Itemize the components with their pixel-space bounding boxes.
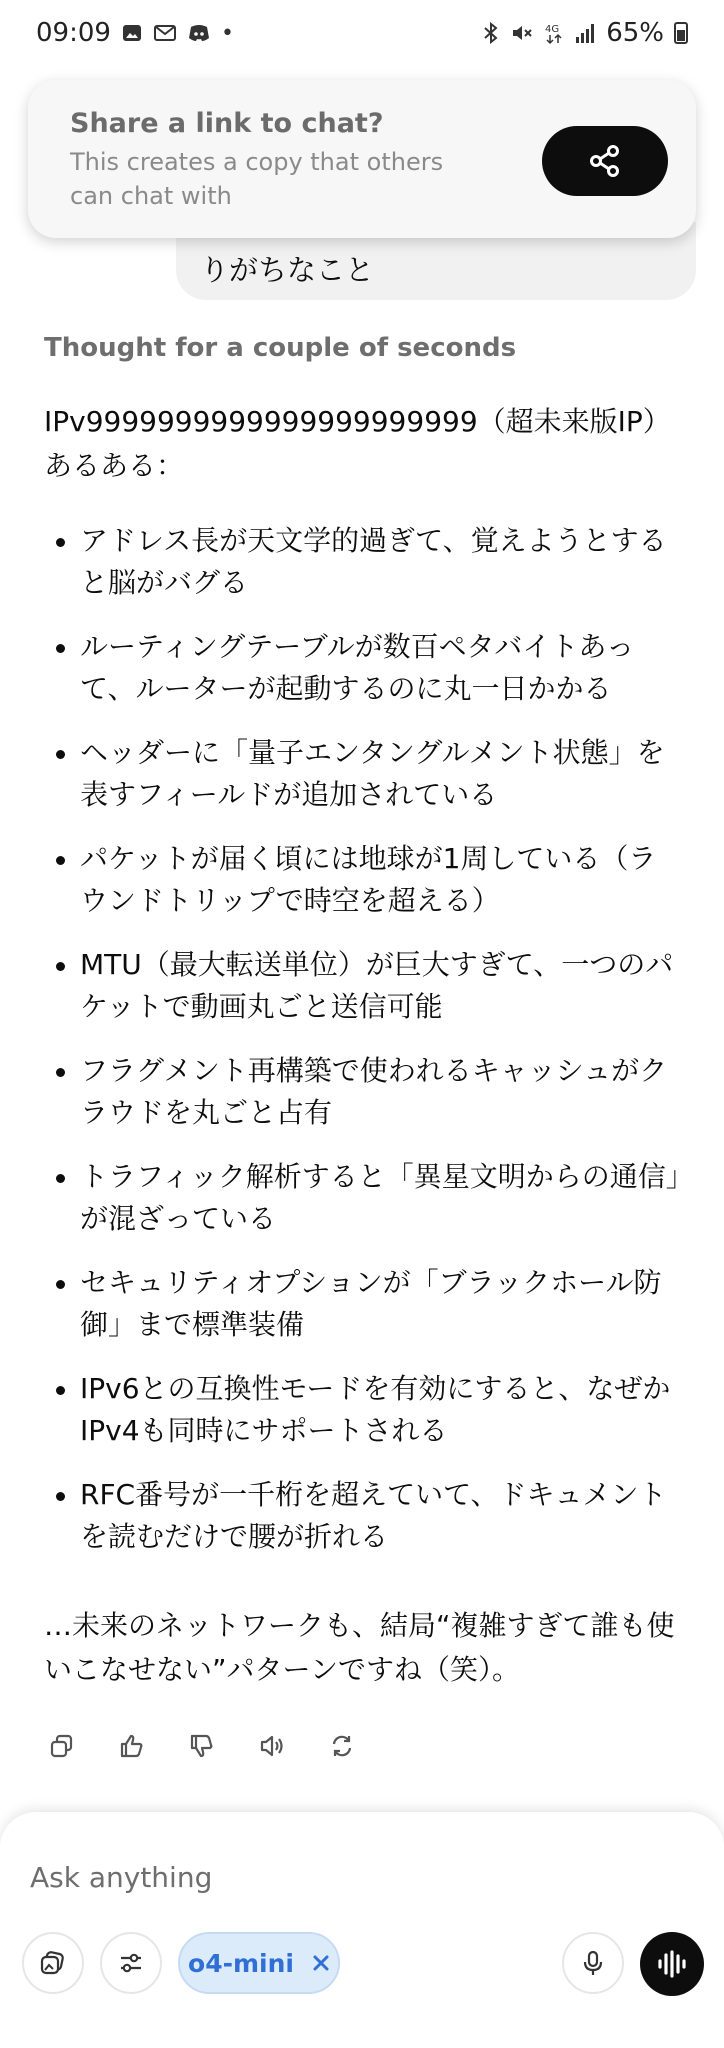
user-message-text: りがちなこと xyxy=(200,253,375,287)
copy-button[interactable] xyxy=(44,1728,80,1764)
tools-button[interactable] xyxy=(100,1932,162,1994)
status-bar xyxy=(0,0,724,66)
voice-mode-button[interactable] xyxy=(640,1932,704,1996)
regenerate-icon xyxy=(328,1732,356,1760)
status-time: 09:09 xyxy=(36,18,111,48)
list-item: RFC番号が一千桁を超えていて、ドキュメントを読むだけで腰が折れる xyxy=(44,1474,684,1580)
image-attach-icon xyxy=(38,1948,68,1978)
thumbs-up-icon xyxy=(118,1732,146,1760)
thumbs-down-icon xyxy=(188,1732,216,1760)
mic-icon xyxy=(578,1948,608,1978)
close-icon[interactable] xyxy=(312,1954,330,1972)
status-left xyxy=(36,18,234,48)
tools-icon xyxy=(116,1948,146,1978)
signal-icon xyxy=(574,21,596,45)
svg-text:4G: 4G xyxy=(545,24,560,35)
list-item: アドレス長が天文学的過ぎて、覚えようとすると脳がバグる xyxy=(44,520,684,626)
mic-button[interactable] xyxy=(562,1932,624,1994)
message-actions xyxy=(44,1728,360,1764)
battery-percent: 65% xyxy=(606,18,664,48)
discord-icon xyxy=(187,22,211,44)
bluetooth-icon xyxy=(482,21,500,45)
voice-mode-icon xyxy=(655,1947,689,1981)
speaker-icon xyxy=(258,1732,286,1760)
list-item: MTU（最大転送単位）が巨大すぎて、一つのパケットで動画丸ごと送信可能 xyxy=(44,944,684,1050)
list-item: IPv6との互換性モードを有効にすると、なぜかIPv4も同時にサポートされる xyxy=(44,1368,684,1474)
gallery-icon xyxy=(121,22,143,44)
thought-duration-label[interactable]: Thought for a couple of seconds xyxy=(44,333,517,363)
share-icon xyxy=(587,143,623,179)
response-bullet-list xyxy=(44,520,684,1580)
list-item: トラフィック解析すると「異星文明からの通信」が混ざっている xyxy=(44,1156,684,1262)
list-item: ヘッダーに「量子エンタングルメント状態」を表すフィールドが追加されている xyxy=(44,732,684,838)
list-item: パケットが届く頃には地球が1周している（ラウンドトリップで時空を超える） xyxy=(44,838,684,944)
composer xyxy=(0,1812,724,2048)
thumbs-down-button[interactable] xyxy=(184,1728,220,1764)
regenerate-button[interactable] xyxy=(324,1728,360,1764)
list-item: フラグメント再構築で使われるキャッシュがクラウドを丸ごと占有 xyxy=(44,1050,684,1156)
share-card-title: Share a link to chat? xyxy=(70,108,384,139)
model-label: o4-mini xyxy=(188,1948,294,1978)
mute-icon xyxy=(510,21,534,45)
ask-input[interactable] xyxy=(28,1852,592,1902)
share-link-card xyxy=(28,80,696,238)
mail-icon xyxy=(153,22,177,44)
dot-icon: • xyxy=(220,20,234,46)
response-intro: IPv9999999999999999999999（超未来版IP）あるある： xyxy=(44,405,671,482)
4g-icon xyxy=(544,21,564,45)
share-button[interactable] xyxy=(542,126,668,196)
share-card-subtitle: This creates a copy that others can chat with xyxy=(70,148,444,210)
copy-icon xyxy=(48,1732,76,1760)
model-selector-chip[interactable] xyxy=(178,1932,340,1994)
read-aloud-button[interactable] xyxy=(254,1728,290,1764)
status-right xyxy=(482,18,688,48)
thumbs-up-button[interactable] xyxy=(114,1728,150,1764)
response-outro: …未来のネットワークも、結局“複雑すぎて誰も使いこなせない”パターンですね（笑）。 xyxy=(44,1609,675,1686)
image-attach-button[interactable] xyxy=(22,1932,84,1994)
battery-icon xyxy=(674,22,688,44)
list-item: ルーティングテーブルが数百ペタバイトあって、ルーターが起動するのに丸一日かかる xyxy=(44,626,684,732)
list-item: セキュリティオプションが「ブラックホール防御」まで標準装備 xyxy=(44,1262,684,1368)
